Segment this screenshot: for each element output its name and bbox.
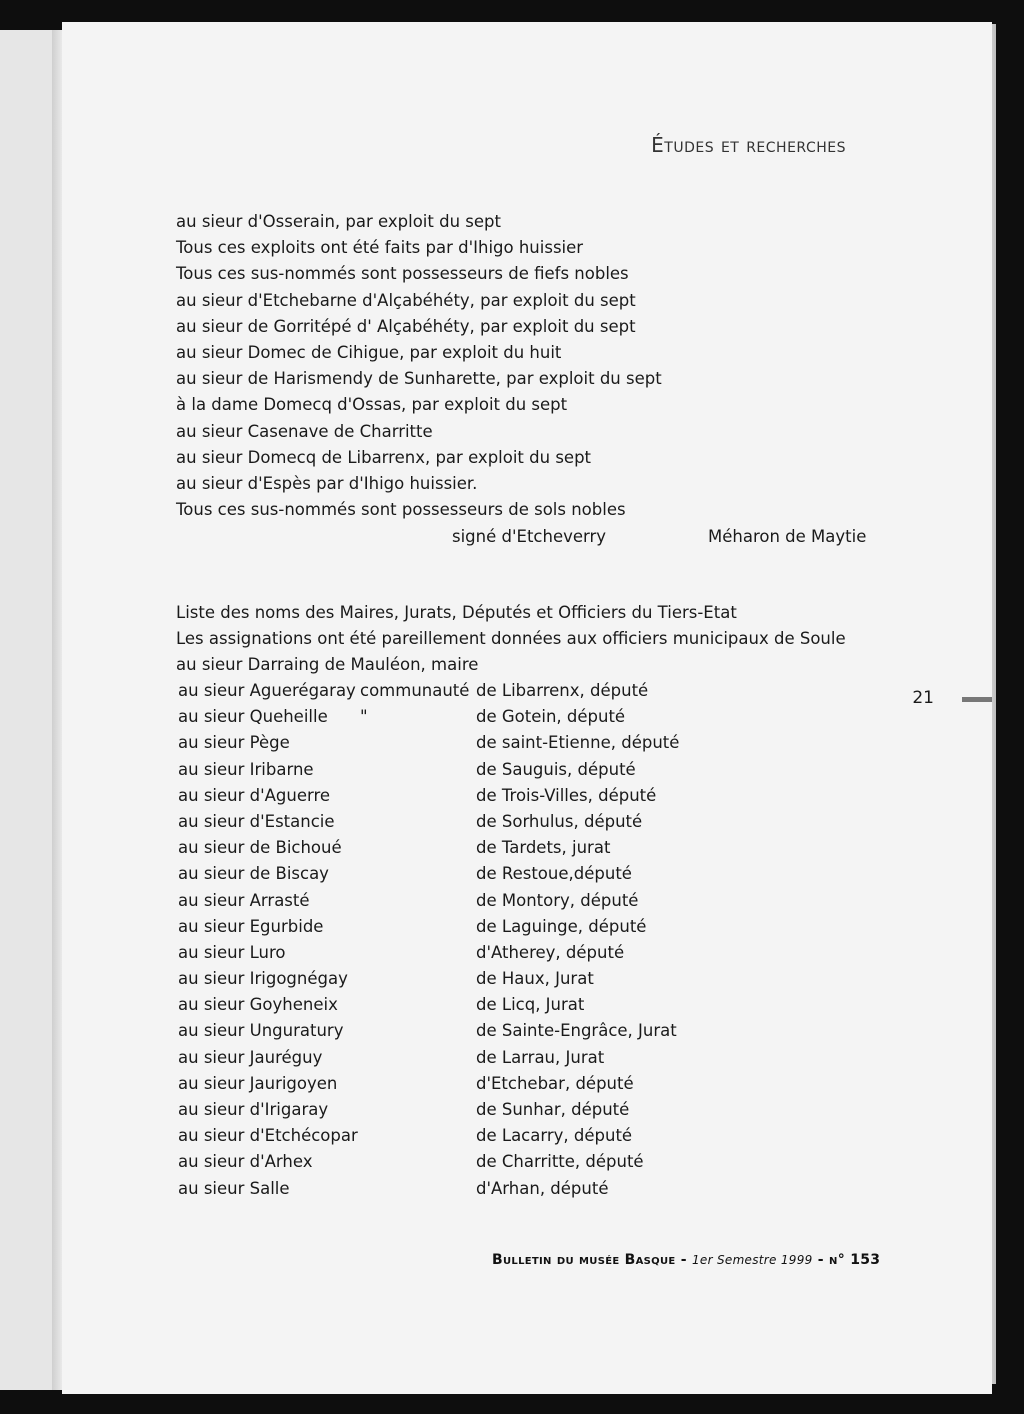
text-line: au sieur Casenave de Charritte [176,421,433,441]
row-name: au sieur Goyheneix [178,995,338,1015]
row-place: d'Etchebar, député [476,1073,634,1093]
row-place: de Montory, député [476,890,639,910]
row-name: au sieur d'Aguerre [178,785,331,805]
text-line: Liste des noms des Maires, Jurats, Députés et Officiers du Tiers-Etat [176,603,737,622]
text-line: Tous ces exploits ont été faits par d'Ihigo huissier [176,238,584,258]
footer [492,1252,880,1268]
running-header: Études et recherches [651,133,846,157]
text-line: au sieur Darraing de Mauléon, maire [176,655,479,675]
row-name: au sieur d'Etchécopar [178,1126,358,1146]
row-name: au sieur Arrasté [178,890,310,910]
row-name: au sieur Iribarne [178,759,314,779]
row-place: de Sunhar, député [476,1100,630,1119]
row-name: au sieur Salle [178,1178,290,1198]
row-name: au sieur Irigognégay [178,969,348,989]
signature-meharon: Méharon de Maytie [708,527,867,546]
text-line: au sieur Domec de Cihigue, par exploit du huit [176,343,562,363]
text-line: au sieur de Harismendy de Sunharette, par exploit du sept [176,369,662,389]
page-tab-marker [962,697,992,702]
row-name: au sieur Egurbide [178,916,324,936]
row-place: de Laguinge, député [476,916,647,936]
row-name: au sieur de Bichoué [178,838,342,858]
row-name: au sieur Luro [178,942,286,962]
row-name: au sieur d'Arhex [178,1152,313,1172]
row-name: au sieur d'Estancie [178,811,335,831]
footer-journal: Bulletin du musée Basque - [492,1252,687,1268]
text-line: à la dame Domecq d'Ossas, par exploit du sept [176,395,568,415]
text-line: au sieur d'Etchebarne d'Alçabéhéty, par exploit du sept [176,290,636,310]
row-community: " [360,707,368,727]
facing-page-edge [0,30,56,1390]
row-place: d'Atherey, député [476,942,625,962]
row-name: au sieur de Biscay [178,864,329,884]
text-line: Les assignations ont été pareillement données aux officiers municipaux de Soule [176,629,846,649]
row-place: de Charritte, député [476,1152,644,1172]
text-line: au sieur d'Osserain, par exploit du sept [176,212,501,231]
row-place: de Gotein, député [476,707,626,727]
signature-etcheverry: signé d'Etcheverry [452,527,607,546]
text-line: au sieur de Gorritépé d' Alçabéhéty, par exploit du sept [176,316,636,336]
row-place: de Licq, Jurat [476,995,585,1015]
row-place: de Lacarry, député [476,1126,633,1146]
row-community: communauté [360,681,470,700]
row-place: de Libarrenx, député [476,681,649,700]
fiefs-list [176,209,867,546]
text-line: Tous ces sus-nommés sont possesseurs de sols nobles [176,500,626,520]
row-name: au sieur Queheille [178,707,328,727]
row-place: de saint-Etienne, député [476,733,680,753]
footer-issue: - n° 153 [817,1252,881,1268]
text-line: au sieur Domecq de Libarrenx, par exploit du sept [176,447,592,467]
row-place: de Tardets, jurat [476,838,611,858]
signature-row [176,524,876,550]
text-line: Tous ces sus-nommés sont possesseurs de fiefs nobles [176,264,629,284]
tiers-etat-intro [176,600,846,679]
row-name: au sieur Unguratury [178,1021,344,1041]
row-name: au sieur Jauréguy [178,1047,323,1067]
row-place: de Larrau, Jurat [476,1047,605,1067]
row-place: de Sainte-Engrâce, Jurat [476,1021,677,1041]
document-page [62,22,992,1394]
footer-semester: 1er Semestre 1999 [692,1253,813,1267]
row-place: de Sorhulus, député [476,811,643,831]
row-place: d'Arhan, député [476,1178,609,1198]
row-name: au sieur Aguerégaray [178,681,356,700]
row-name: au sieur Pège [178,733,290,753]
row-place: de Haux, Jurat [476,969,594,989]
row-place: de Trois-Villes, député [476,785,657,805]
row-name: au sieur Jaurigoyen [178,1073,338,1093]
row-place: de Sauguis, député [476,759,636,779]
text-line: au sieur d'Espès par d'Ihigo huissier. [176,474,478,494]
page-number: 21 [912,688,934,708]
row-name: au sieur d'Irigaray [178,1100,329,1119]
row-place: de Restoue,député [476,864,632,884]
